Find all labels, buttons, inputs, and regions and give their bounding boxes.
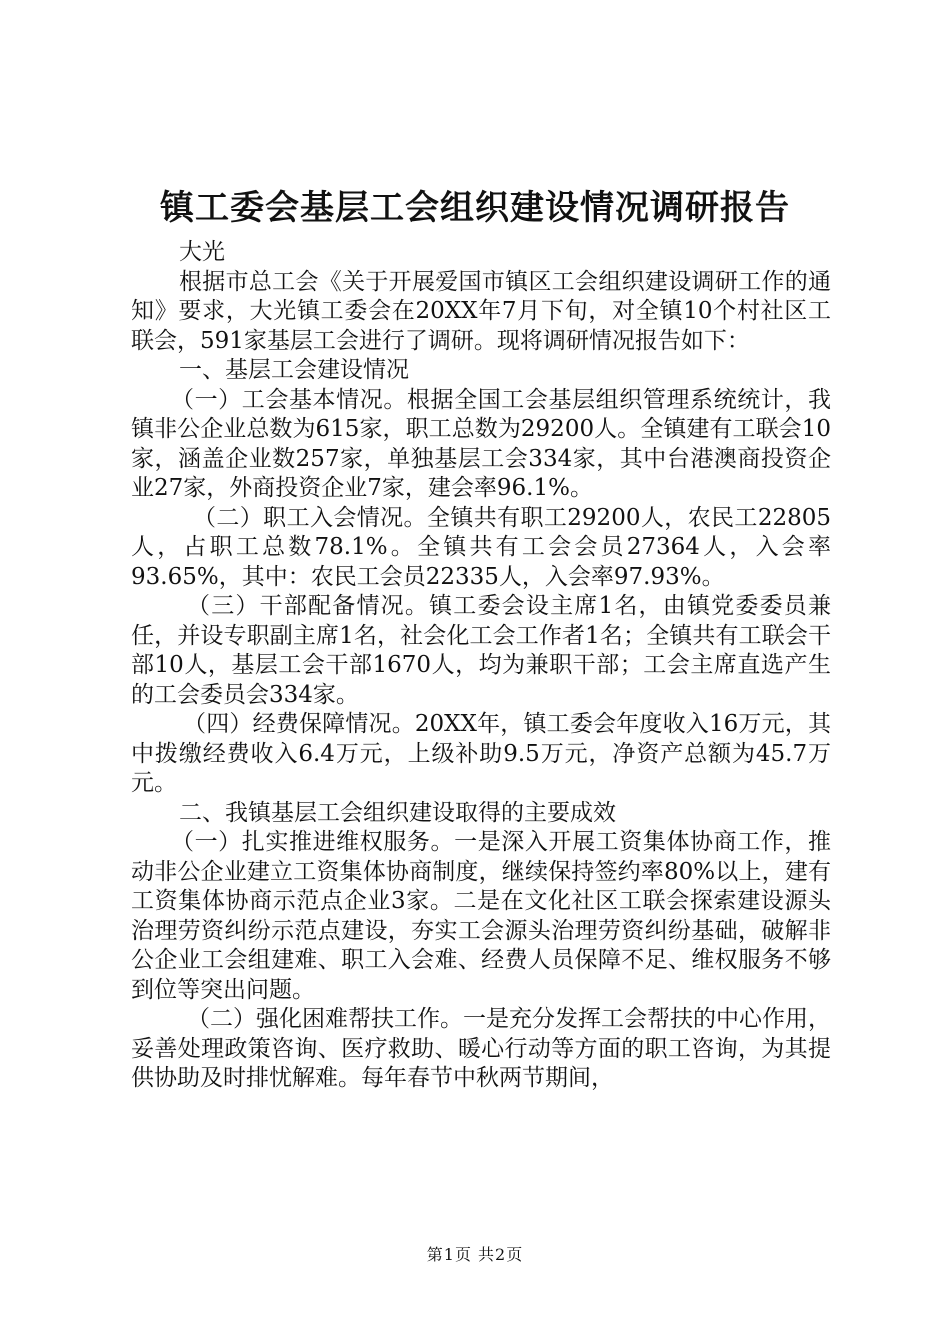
author-line: 大光 <box>179 239 225 265</box>
paragraph-rights-service: （一）扎实推进维权服务。一是深入开展工资集体协商工作，推动非公企业建立工资集体协商制度，继续保持签约率80%以上，建有工资集体协商示范点企业3家。二是在文化社区工联会探索建设源头治理劳资纠纷示范点建设，夯实工会源头治理劳资纠纷基础，破解非公企业工会组建难、职工入会难、经费人员保障不足、维权服务不够到位等突出问题。 <box>131 829 831 1003</box>
document-body <box>131 238 831 1094</box>
section-heading-1: 一、基层工会建设情况 <box>179 357 409 383</box>
paragraph-staffing: （三）干部配备情况。镇工委会设主席1名，由镇党委委员兼任，并设专职副主席1名，社会化工会工作者1名；全镇共有工联会干部10人，基层工会干部1670人，均为兼职干部；工会主席直选产生的工会委员会334家。 <box>131 593 831 708</box>
document-title: 镇工委会基层工会组织建设情况调研报告 <box>160 188 790 228</box>
paragraph-funding: （四）经费保障情况。20XX年，镇工委会年度收入16万元，其中拨缴经费收入6.4万元，上级补助9.5万元，净资产总额为45.7万元。 <box>131 711 831 796</box>
paragraph-membership: （二）职工入会情况。全镇共有职工29200人，农民工22805人，占职工总数78.1%。全镇共有工会会员27364人，入会率93.65%，其中：农民工会员22335人，入会率97.93%。 <box>131 504 831 590</box>
paragraph-assistance: （二）强化困难帮扶工作。一是充分发挥工会帮扶的中心作用，妥善处理政策咨询、医疗救助、暖心行动等方面的职工咨询，为其提供协助及时排忧解难。每年春节中秋两节期间， <box>131 1006 831 1091</box>
paragraph-basic-situation: （一）工会基本情况。根据全国工会基层组织管理系统统计，我镇非公企业总数为615家，职工总数为29200人。全镇建有工联会10家，涵盖企业数257家，单独基层工会334家，其中台港澳商投资企业27家，外商投资企业7家，建会率96.1%。 <box>131 386 831 501</box>
intro-paragraph: 根据市总工会《关于开展爱国市镇区工会组织建设调研工作的通知》要求，大光镇工委会在20XX年7月下旬，对全镇10个村社区工联会，591家基层工会进行了调研。现将调研情况报告如下： <box>131 268 831 354</box>
page-number-footer: 第1页 共2页 <box>426 1245 524 1264</box>
section-heading-2: 二、我镇基层工会组织建设取得的主要成效 <box>179 799 616 826</box>
